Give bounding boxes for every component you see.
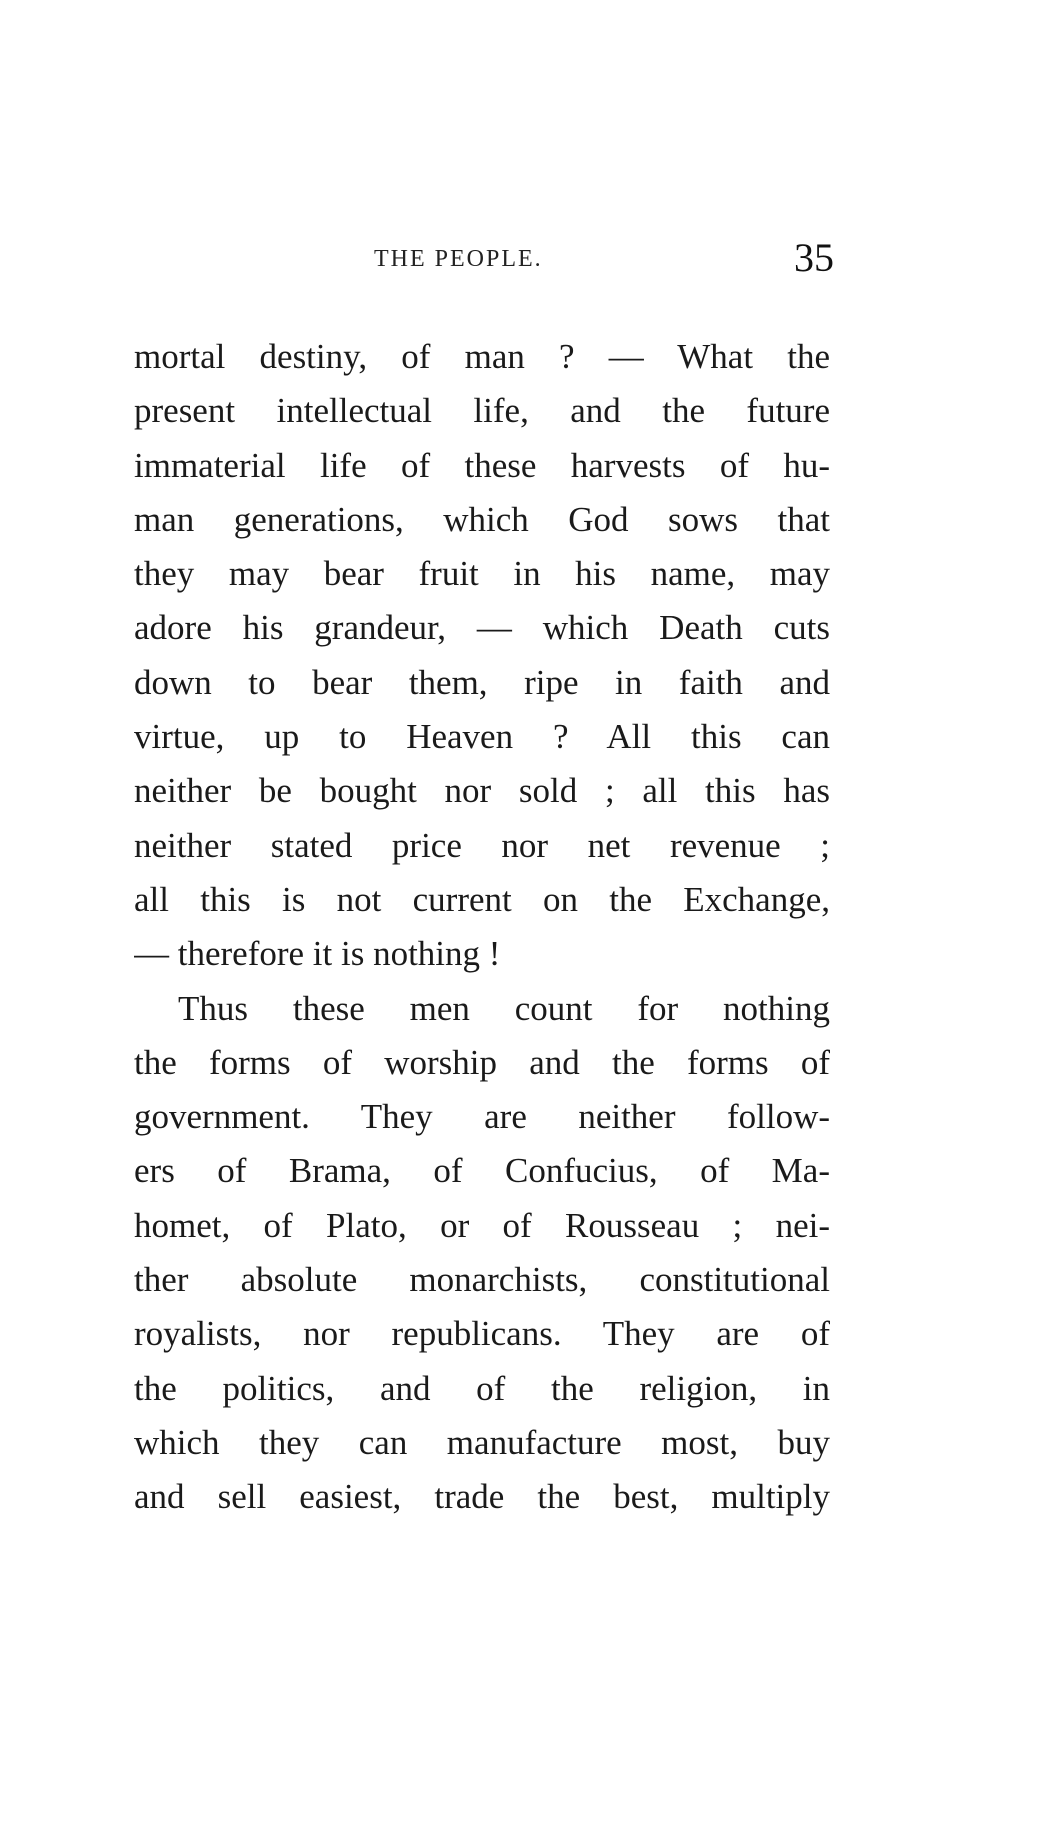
page-number: 35 xyxy=(794,235,834,280)
text-line: and sell easiest, trade the best, multiply xyxy=(134,1477,830,1517)
text-line: down to bear them, ripe in faith and xyxy=(134,662,830,702)
text-line: government. They are neither follow- xyxy=(134,1097,830,1137)
text-line: homet, of Plato, or of Rousseau ; nei- xyxy=(134,1205,830,1245)
text-line: virtue, up to Heaven ? All this can xyxy=(134,717,830,757)
text-line: immaterial life of these harvests of hu- xyxy=(134,445,830,485)
text-line: mortal destiny, of man ? — What the xyxy=(134,337,830,376)
text-line: ther absolute monarchists, constitutional xyxy=(134,1260,830,1300)
paragraph-2 xyxy=(134,982,830,1525)
text-line: they may bear fruit in his name, may xyxy=(134,554,830,594)
text-line: the forms of worship and the forms of xyxy=(134,1042,830,1082)
running-title: THE PEOPLE. xyxy=(374,246,543,272)
body-text xyxy=(134,330,830,1525)
text-line: royalists, nor republicans. They are of xyxy=(134,1314,830,1354)
text-line: the politics, and of the religion, in xyxy=(134,1368,830,1408)
text-line: man generations, which God sows that xyxy=(134,499,830,539)
text-line: which they can manufacture most, buy xyxy=(134,1422,830,1462)
text-line: adore his grandeur, — which Death cuts xyxy=(134,608,830,648)
paragraph-1 xyxy=(134,330,830,982)
running-head xyxy=(134,234,834,278)
text-line: neither stated price nor net revenue ; xyxy=(134,825,830,865)
text-line: present intellectual life, and the future xyxy=(134,391,830,431)
text-line: all this is not current on the Exchange, xyxy=(134,879,830,919)
text-line: ers of Brama, of Confucius, of Ma- xyxy=(134,1151,830,1191)
text-line: Thus these men count for nothing xyxy=(178,988,830,1028)
text-line: neither be bought nor sold ; all this has xyxy=(134,771,830,811)
text-line: — therefore it is nothing ! xyxy=(134,934,501,974)
